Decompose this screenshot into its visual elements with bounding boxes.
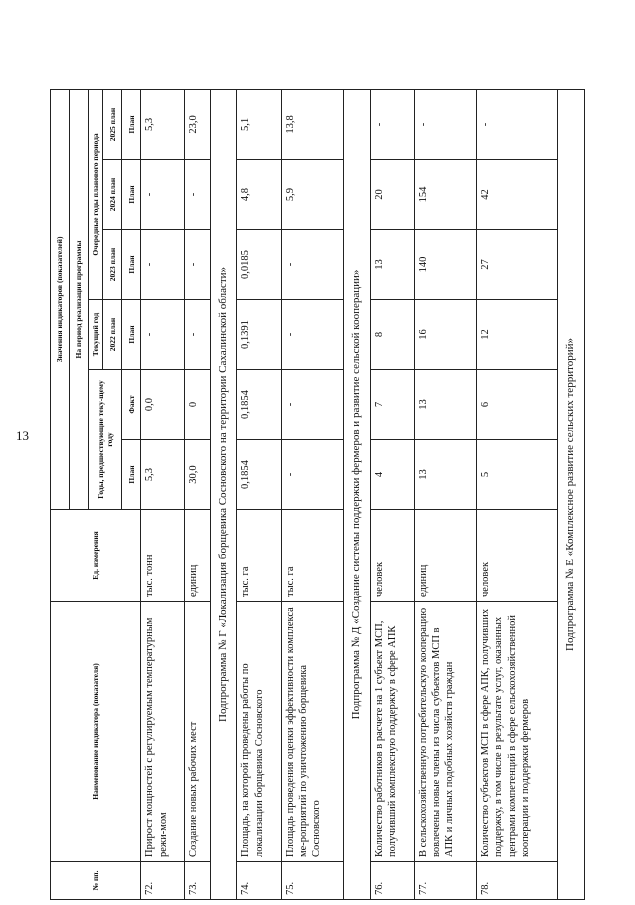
subprogram-title: Подпрограмма № Г «Локализация борщевика Сосновского на территории Сахалинской области»	[211, 89, 237, 899]
table-row	[141, 89, 185, 899]
value-cell: -	[141, 230, 185, 300]
value-cell: 8	[370, 300, 414, 370]
value-cell: 4	[370, 440, 414, 510]
row-number: 77.	[414, 862, 477, 900]
unit-cell: человек	[477, 510, 558, 602]
value-cell: 16	[414, 300, 477, 370]
header-name: Наименование индикатора (показателя)	[51, 602, 141, 862]
rotated-table-container	[50, 90, 585, 900]
value-cell: 0,0	[141, 370, 185, 440]
value-cell: 4,8	[237, 160, 281, 230]
value-cell: -	[281, 440, 344, 510]
row-number: 78.	[477, 862, 558, 900]
value-cell: 12	[477, 300, 558, 370]
indicator-name: Площадь проведения оценки эффективности комплекса ме-роприятий по уничтожению борщевика Сосновского	[281, 602, 344, 862]
value-cell: -	[281, 370, 344, 440]
value-cell: 154	[414, 160, 477, 230]
indicator-name: В сельскохозяйственную потребительскую кооперацию вовлечены новые члены из числа субъектов МСП в АПК и личных подобных хозяйств граждан	[414, 602, 477, 862]
value-cell: -	[281, 300, 344, 370]
value-cell: -	[477, 89, 558, 159]
value-cell: -	[281, 230, 344, 300]
unit-cell: тыс. га	[281, 510, 344, 602]
row-number: 72.	[141, 862, 185, 900]
subprogram-row	[558, 89, 585, 899]
value-cell: 23,0	[185, 89, 211, 159]
subprogram-row	[211, 89, 237, 899]
value-cell: 0,1854	[237, 370, 281, 440]
subprogram-row	[344, 89, 370, 899]
value-cell: 5,3	[141, 440, 185, 510]
row-number: 74.	[237, 862, 281, 900]
value-cell: 0	[185, 370, 211, 440]
value-cell: -	[141, 160, 185, 230]
value-cell: 0,1391	[237, 300, 281, 370]
value-cell: 7	[370, 370, 414, 440]
header-no: № пп.	[51, 862, 141, 900]
value-cell: 5,1	[237, 89, 281, 159]
value-cell: 42	[477, 160, 558, 230]
indicator-name: Количество работников в расчете на 1 субъект МСП, получивший комплексную поддержку в сфере АПК	[370, 602, 414, 862]
value-cell: 30,0	[185, 440, 211, 510]
value-cell: 13,8	[281, 89, 344, 159]
header-prev-years: Годы, предшествующие теку-щему году	[89, 370, 122, 510]
value-cell: -	[185, 300, 211, 370]
subprogram-title: Подпрограмма № Д «Создание системы поддержки фермеров и развитие сельской кооперации»	[344, 89, 370, 899]
header-2022: 2022 план	[103, 300, 122, 370]
row-number: 76.	[370, 862, 414, 900]
indicator-name: Количество субъектов МСП в сфере АПК, получивших поддержку, в том числе в результате услуг, оказанных центрами компетенций в сфере сельскохозяйственной кооперации и поддержки фермеров	[477, 602, 558, 862]
unit-cell: единиц	[185, 510, 211, 602]
header-2024: 2024 план	[103, 160, 122, 230]
row-number: 73.	[185, 862, 211, 900]
table-row	[237, 89, 281, 899]
indicator-name: Создание новых рабочих мест	[185, 602, 211, 862]
row-number: 75.	[281, 862, 344, 900]
table-row	[281, 89, 344, 899]
value-cell: 6	[477, 370, 558, 440]
value-cell: 13	[414, 440, 477, 510]
value-cell: 5,9	[281, 160, 344, 230]
header-2025-plan: План	[122, 89, 141, 159]
header-2023: 2023 план	[103, 230, 122, 300]
header-2021-plan: План	[122, 440, 141, 510]
header-2023-plan: План	[122, 230, 141, 300]
table-row	[370, 89, 414, 899]
unit-cell: тыс. тонн	[141, 510, 185, 602]
header-values: Значения индикаторов (показателей)	[51, 89, 70, 509]
header-2024-plan: План	[122, 160, 141, 230]
header-next-years: Очередные годы планового периода	[89, 89, 103, 299]
value-cell: -	[185, 230, 211, 300]
value-cell: -	[185, 160, 211, 230]
subprogram-title: Подпрограмма № Е «Комплексное развитие сельских территорий»	[558, 89, 585, 899]
value-cell: 0,1854	[237, 440, 281, 510]
indicators-table	[50, 89, 585, 900]
value-cell: 13	[414, 370, 477, 440]
header-current-year: Текущий год	[89, 300, 103, 370]
value-cell: 20	[370, 160, 414, 230]
value-cell: 140	[414, 230, 477, 300]
value-cell: 5	[477, 440, 558, 510]
unit-cell: человек	[370, 510, 414, 602]
value-cell: 0,0185	[237, 230, 281, 300]
value-cell: -	[370, 89, 414, 159]
value-cell: 13	[370, 230, 414, 300]
unit-cell: единиц	[414, 510, 477, 602]
header-2025: 2025 план	[103, 89, 122, 159]
header-2022-plan: План	[122, 300, 141, 370]
header-period: На период реализации программы	[70, 89, 89, 509]
indicator-name: Площадь, на которой проведены работы по локализации борщевика Сосновского	[237, 602, 281, 862]
table-row	[414, 89, 477, 899]
table-row	[477, 89, 558, 899]
header-2021-fact: Факт	[122, 370, 141, 440]
value-cell: -	[141, 300, 185, 370]
table-row	[185, 89, 211, 899]
unit-cell: тыс. га	[237, 510, 281, 602]
value-cell: 5,3	[141, 89, 185, 159]
value-cell: -	[414, 89, 477, 159]
indicator-name: Прирост мощностей с регулируемым температурным режи-мом	[141, 602, 185, 862]
value-cell: 27	[477, 230, 558, 300]
page-number: 13	[16, 428, 29, 443]
header-unit: Ед. измерения	[51, 510, 141, 602]
